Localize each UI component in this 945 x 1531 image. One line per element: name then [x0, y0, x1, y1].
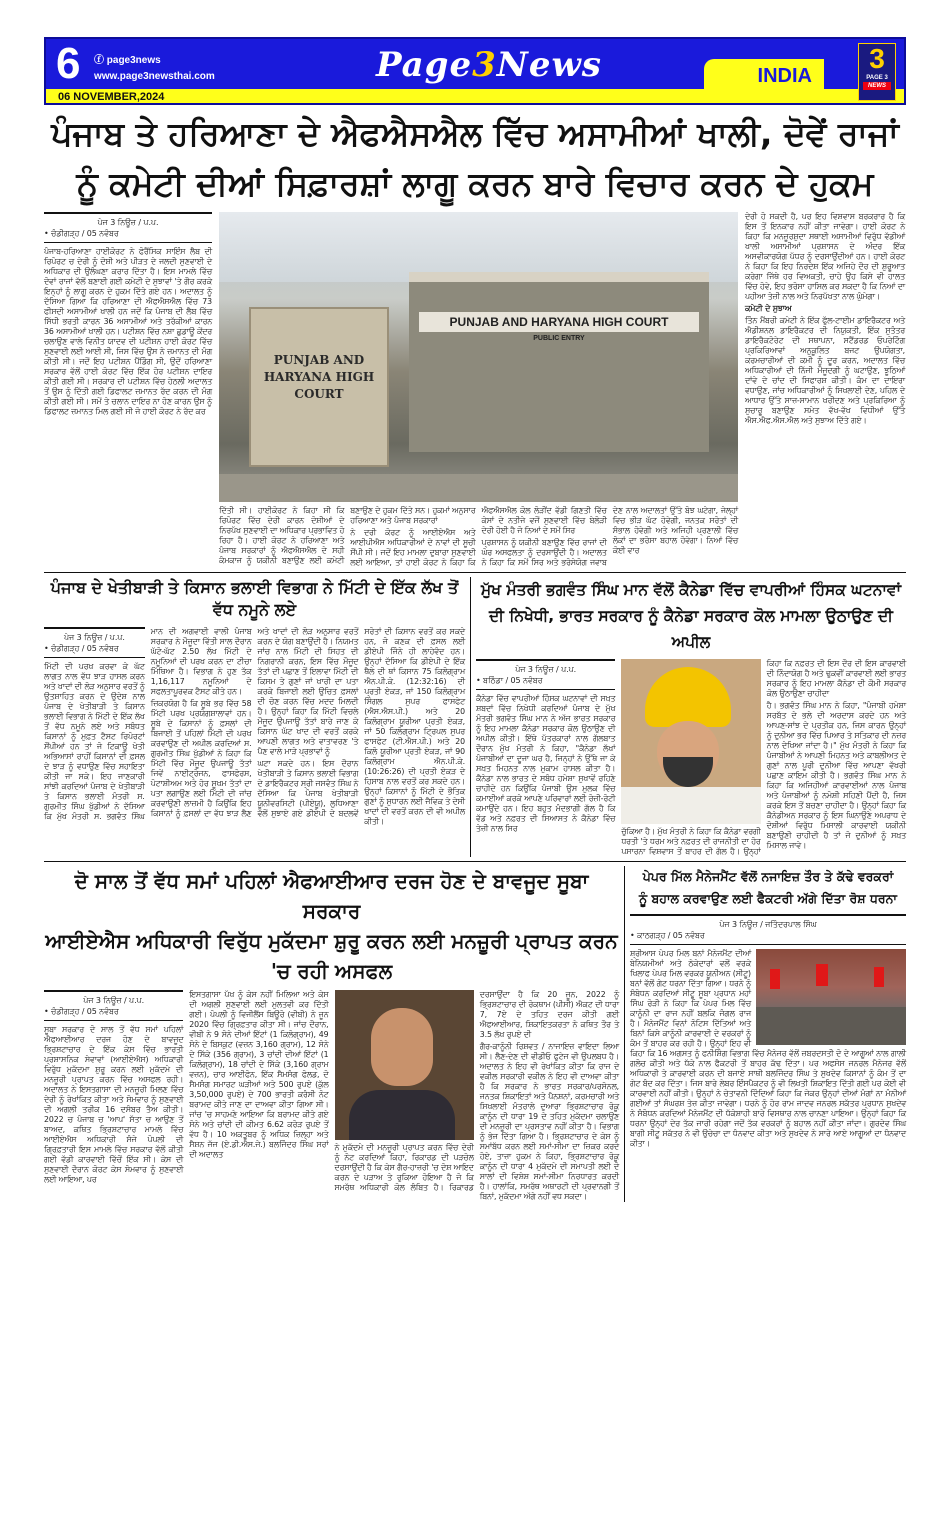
- story1-body: [44, 212, 906, 568]
- chief-minister-photo: [621, 659, 760, 824]
- social-links: [94, 53, 215, 85]
- story5-headline: ਪੇਪਰ ਮਿੱਲ ਮੈਨੇਜਮੈਂਟ ਵੱਲੋਂ ਨਜਾਇਜ਼ ਤੌਰ ਤੇ ਕੱਢੇ ਵਰਕਰਾਂ ਨੂੰ ਬਹਾਲ ਕਰਵਾਉਣ ਲਈ ਫੈਕਟਰੀ ਅੱਗੇ ਦਿੱਤਾ ਰੋਸ਼ ਧਰਨਾ: [639, 869, 897, 906]
- story2-col1: ਮਿੱਟੀ ਦੀ ਪਰਖ ਕਰਵਾ ਕੇ ਘੱਟ ਲਾਗਤ ਨਾਲ ਵੱਧ ਝਾੜ ਹਾਸਲ ਕਰਨ ਅਤੇ ਖਾਦਾਂ ਦੀ ਲੋੜ ਅਨੁਸਾਰ ਵਰਤੋਂ ਨੂੰ ਉਤਸ਼ਾਹਿਤ ਕਰਨ ਦੇ ਉਦੇਸ਼ ਨਾਲ ਪੰਜਾਬ ਦੇ ਖੇਤੀਬਾੜੀ ਤੇ ਕਿਸਾਨ ਭਲਾਈ ਵਿਭਾਗ ਨੇ ਮਿੱਟੀ ਦੇ ਇੱਕ ਲੱਖ ਤੋਂ ਵੱਧ ਨਮੂਨੇ ਲਏ ਅਤੇ ਸਬੰਧਤ ਕਿਸਾਨਾਂ ਨੂੰ ਮੁਫ਼ਤ ਟੈਸਟ ਰਿਪੋਰਟਾਂ ਸੌਂਪੀਆਂ ਹਨ ਤਾਂ ਜੋ ਟਿਕਾਊ ਖੇਤੀ ਅਭਿਆਸਾਂ ਰਾਹੀਂ ਕਿਸਾਨਾਂ ਦੀ ਫ਼ਸਲ ਦੇ ਝਾੜ ਨੂੰ ਵਧਾਉਣ ਵਿੱਚ ਸਹਾਇਤਾ ਕੀਤੀ ਜਾ ਸਕੇ। ਇਹ ਜਾਣਕਾਰੀ ਸਾਂਝੀ ਕਰਦਿਆਂ ਪੰਜਾਬ ਦੇ ਖੇਤੀਬਾੜੀ ਤੇ ਕਿਸਾਨ ਭਲਾਈ ਮੰਤਰੀ ਸ. ਗੁਰਮੀਤ ਸਿੰਘ ਖੁੱਡੀਆਂ ਨੇ ਦੱਸਿਆ ਕਿ ਮੁੱਖ ਮੰਤਰੀ ਸ. ਭਗਵੰਤ ਸਿੰਘ ਮਾਨ ਦੀ ਅਗਵਾਈ ਵਾਲੀ ਪੰਜਾਬ ਸਰਕਾਰ ਨੇ ਮੌਜੂਦਾ ਵਿੱਤੀ ਸਾਲ ਦੌਰਾਨ ਘੱਟੋ-ਘੱਟ 2.50 ਲੱਖ ਮਿੱਟੀ ਦੇ ਨਮੂਨਿਆਂ ਦੀ ਪਰਖ ਕਰਨ ਦਾ ਟੀਚਾ ਮਿੱਥਿਆ ਹੈ। ਵਿਭਾਗ ਨੇ ਹੁਣ ਤੱਕ 1,16,117 ਨਮੂਨਿਆਂ ਦੇ ਸਫਲਤਾਪੂਰਵਕ ਟੈਸਟ ਕੀਤੇ ਹਨ।: [44, 627, 252, 821]
- story5-col1: ਸ਼੍ਰੀਆਸ ਪੇਪਰ ਮਿਲ ਬਨਾਂ ਮੈਨੇਜਮੈਂਟ ਦੀਆਂ ਬੇਨਿਯਮੀਆਂ ਅਤੇ ਠੇਕੇਦਾਰਾਂ ਵਲੋਂ ਵਰਕੇ ਖਿਲਾਫ ਪੇਪਰ ਮਿਲ ਵਰਕਰ ਯੂਨੀਅਨ (ਸੀਟੂ) ਬਨਾਂ ਵੱਲੋਂ ਗੇਟ ਧਰਨਾ ਦਿੱਤਾ ਗਿਆ। ਧਰਨੇ ਨੂੰ ਸੰਬੋਧਨ ਕਰਦਿਆਂ ਸੀਟੂ ਸੂਬਾ ਪ੍ਰਧਾਨ ਮਹਾਂ ਸਿੰਘ ਰੋੜੀ ਨੇ ਕਿਹਾ ਕਿ ਪੇਪਰ ਮਿਲ ਵਿੱਚ ਕਾਨੂੰਨੀ ਦਾ ਰਾਜ ਨਹੀਂ ਬਲਕਿ ਜੰਗਲ ਰਾਜ ਹੈ। ਮੈਨੇਜਮੈਂਟ ਵਿਨਾਂ ਨੋਟਿਸ ਦਿੱਤਿਆਂ ਅਤੇ ਬਿਨਾਂ ਕਿਸੇ ਕਾਨੂੰਨੀ ਕਾਰਵਾਈ ਦੇ ਵਰਕਰਾਂ ਨੂੰ ਕੰਮ ਤੋਂ ਬਾਹਰ ਕਰ ਰਹੀ ਹੈ। ਉਨ੍ਹਾਂ ਇਹ ਵੀ ਕਿਹਾ ਕਿ 16 ਅਗਸਤ ਨੂੰ ਫਨੀਸ਼ਿੰਗ ਵਿਭਾਗ ਵਿੱਚ ਮੈਨੇਜਰ ਵੱਲੋਂ ਜ਼ਬਰਦਸਤੀ ਦੋ ਦੇ ਆਗੂਆਂ ਨਾਲ ਗਾਲੀ ਗਲੋਚ ਕੀਤੀ ਅਤੇ ਧੱਕੇ ਨਾਲ ਫੈਕਟਰੀ ਤੋਂ ਬਾਹਰ ਕੱਢ ਦਿੱਤਾ। ਪਰ ਅਫਸੋਸ ਜਨਰਲ ਮੈਨੇਜਰ ਵੱਲੋਂ ਅਧਿਕਾਰੀ ਤੇ ਕਾਰਵਾਈ ਕਰਨ ਦੀ ਬਜਾਏ ਸਾਥੀ ਬਲਜਿੰਦਰ ਸਿੰਘ ਤੇ ਸੁਖਦੇਵ ਕਿਸਾਨਾਂ ਨੂੰ ਕੰਮ ਤੋਂ ਦਾ ਗੇਟ ਬੰਦ ਕਰ ਦਿੱਤਾ। ਜਿਸ ਬਾਰੇ ਲੇਬਰ ਇੰਸਪੈਕਟਰ ਨੂੰ ਵੀ ਲਿਖਤੀ ਸ਼ਿਕਾਇਤ ਦਿੱਤੀ ਗਈ ਪਰ ਕੋਈ ਵੀ ਕਾਰਵਾਈ ਨਹੀਂ ਕੀਤੀ। ਉਨ੍ਹਾਂ ਨੇ ਚੇਤਾਵਨੀ ਦਿੰਦਿਆਂ ਕਿਹਾ ਕਿ ਜੇਕਰ ਉਨ੍ਹਾਂ ਦੀਆਂ ਮੰਗਾਂ ਨਾ ਮੰਨੀਆਂ ਗਈਆਂ ਤਾਂ ਸੰਘਰਸ਼ ਤੇਜ਼ ਕੀਤਾ ਜਾਵੇਗਾ। ਧਰਨੇ ਨੂੰ ਹੋਰ ਰਾਮ ਜਾਦਵ ਜਨਰਲ ਸਕੱਤਰ ਪ੍ਰਧਾਨ ਸੁਖਦੇਵ ਨੇ ਸੰਬੋਧਨ ਕਰਦਿਆਂ ਮੈਨੇਜਮੈਂਟ ਦੀ ਧੱਕੇਸ਼ਾਹੀ ਬਾਰੇ ਵਿਸਥਾਰ ਨਾਲ ਚਾਨਣਾ ਪਾਇਆ। ਉਨ੍ਹਾਂ ਕਿਹਾ ਕਿ ਧਰਨਾ ਉਨ੍ਹਾਂ ਦੇਰ ਤੱਕ ਜਾਰੀ ਰਹੇਗਾ ਜਦੋਂ ਤੱਕ ਵਰਕਰਾਂ ਨੂੰ ਬਹਾਲ ਨਹੀਂ ਕੀਤਾ ਜਾਂਦਾ। ਗੁਰਦੇਵ ਸਿੰਘ ਬਾਗੀ ਸੀਟੂ ਸਕੱਤਰ ਨੇ ਵੀ ਉਚੇਚਾ ਦਾ ਧੰਨਵਾਦ ਕੀਤਾ ਅਤੇ ਸੁਖਦੇਵ ਨੇ ਸਾਰੇ ਆਏ ਆਗੂਆਂ ਦਾ ਧੰਨਵਾਦ ਕੀਤਾ।: [630, 949, 906, 1148]
- byline: ਪੇਜ 3 ਨਿਊਜ਼ / ਪ.ਪ. • ਬਠਿੰਡਾ / 05 ਨਵੰਬਰ: [476, 659, 615, 690]
- issue-date: 06 NOVEMBER,2024: [58, 91, 165, 103]
- story3-col2: ਚੁੱਕਿਆ ਹੈ। ਮੁੱਖ ਮੰਤਰੀ ਨੇ ਕਿਹਾ ਕਿ ਕੈਨੇਡਾ ਵਰਗੀ ਧਰਤੀ 'ਤੇ ਧਰਮ ਅਤੇ ਨਫ਼ਰਤ ਦੀ ਰਾਜਨੀਤੀ ਦਾ ਹੋਰ ਪਸਾਰਨਾ ਵਿਸ਼ਵਾਸ ਤੋਂ ਬਾਹਰ ਦੀ ਗੱਲ ਹੈ। ਉਨ੍ਹਾਂ ਕਿਹਾ ਕਿ ਨਫ਼ਰਤ ਦੀ ਇਸ ਦੌਰ ਦੀ ਇਸ ਕਾਰਵਾਈ ਦੀ ਨਿੰਦਾਯੋਗ ਹੈ ਅਤੇ ਢੁਕਵੀਂ ਕਾਰਵਾਈ ਲਈ ਭਾਰਤ ਸਰਕਾਰ ਨੂੰ ਇਹ ਮਾਮਲਾ ਕੈਨੇਡਾ ਦੀ ਕੌਮੀ ਸਰਕਾਰ ਕੋਲ ਉਠਾਉਣਾ ਚਾਹੀਦਾ: [621, 659, 906, 856]
- byline: ਪੇਜ 3 ਨਿਊਜ਼ / ਪ.ਪ. • ਚੰਡੀਗੜ੍ਹ / 05 ਨਵੰਬਰ: [44, 212, 212, 243]
- story2-headline: ਪੰਜਾਬ ਦੇ ਖੇਤੀਬਾੜੀ ਤੇ ਕਿਸਾਨ ਭਲਾਈ ਵਿਭਾਗ ਨੇ ਮਿੱਟੀ ਦੇ ਇੱਕ ਲੱਖ ਤੋਂ ਵੱਧ ਨਮੂਨੇ ਲਏ: [50, 578, 459, 619]
- story1-headline: ਪੰਜਾਬ ਤੇ ਹਰਿਆਣਾ ਦੇ ਐਫਐਸਐਲ ਵਿੱਚ ਅਸਾਮੀਆਂ ਖਾਲੀ, ਦੋਵੇਂ ਰਾਜਾਂ ਨੂੰ ਕਮੇਟੀ ਦੀਆਂ ਸਿਫ਼ਾਰਸ਼ਾਂ ਲਾਗੂ ਕਰਨ ਬਾਰੇ ਵਿਚਾਰ ਕਰਨ ਦੇ ਹੁਕਮ: [51, 114, 899, 203]
- story5-body: [630, 914, 906, 1149]
- story1-col4: ਪ੍ਰਸ਼ਾਸਨ ਨੂੰ ਯਕੀਨੀ ਬਣਾਉਣ ਵਿੱਚ ਰਾਜਾਂ ਦੀ ਘੋਰ ਅਸਫਲਤਾ ਨੂੰ ਦਰਸਾਉਂਦੀ ਹੈ। ਅਦਾਲਤ ਨੇ ਕਿਹਾ ਕਿ ਸਮੇਂ ਸਿਰ ਅਤੇ ਭਰੋਸੇਯੋਗ ਜਵਾਬ ਦੇਣ ਨਾਲ ਅਦਾਲਤਾਂ ਉੱਤੇ ਬੋਝ ਘਟੇਗਾ, ਜੇਲ੍ਹਾਂ ਵਿਚ ਭੀੜ ਘੱਟ ਹੋਵੇਗੀ, ਜਨਤਕ ਸਰੋਤਾਂ ਦੀ ਸੰਭਾਲ ਹੋਵੇਗੀ ਅਤੇ ਅਜਿਹੀ ਪ੍ਰਣਾਲੀ ਵਿੱਚ ਲੋਕਾਂ ਦਾ ਭਰੋਸਾ ਬਹਾਲ ਹੋਵੇਗਾ। ਨਿਆਂ ਵਿੱਚ ਕੋਈ ਵਾਰ: [481, 506, 738, 567]
- logo: Page3News: [376, 45, 602, 85]
- story2: [44, 577, 465, 827]
- story3-col3: ਹੈ। ਭਗਵੰਤ ਸਿੰਘ ਮਾਨ ਨੇ ਕਿਹਾ, "ਪੰਜਾਬੀ ਹਮੇਸ਼ਾ ਸਰਬੱਤ ਦੇ ਭਲੇ ਦੀ ਅਰਦਾਸ ਕਰਦੇ ਹਨ ਅਤੇ ਆਪਣ-ਸਾਂਝ ਦੇ ਪ੍ਰਤੀਕ ਹਨ, ਜਿਸ ਕਾਰਨ ਉਨ੍ਹਾਂ ਨੂੰ ਦੁਨੀਆ ਭਰ ਵਿੱਚ ਪਿਆਰ ਤੇ ਸਤਿਕਾਰ ਦੀ ਨਜ਼ਰ ਨਾਲ ਦੇਖਿਆ ਜਾਂਦਾ ਹੈ।" ਮੁੱਖ ਮੰਤਰੀ ਨੇ ਕਿਹਾ ਕਿ ਪੰਜਾਬੀਆਂ ਨੇ ਆਪਣੀ ਮਿਹਨਤ ਅਤੇ ਕਾਬਲੀਅਤ ਦੇ ਗੁਣਾਂ ਨਾਲ ਪੂਰੀ ਦੁਨੀਆ ਵਿੱਚ ਆਪਣਾ ਵੱਖਰੀ ਪਛਾਣ ਕਾਇਮ ਕੀਤੀ ਹੈ। ਭਗਵੰਤ ਸਿੰਘ ਮਾਨ ਨੇ ਕਿਹਾ ਕਿ ਅਜਿਹੀਆਂ ਕਾਰਵਾਈਆਂ ਨਾਲ ਪੰਜਾਬ ਅਤੇ ਪੰਜਾਬੀਆਂ ਨੂੰ ਨਮੋਸ਼ੀ ਸਹਿਣੀ ਪੈਂਦੀ ਹੈ, ਜਿਸ ਕਰਕੇ ਇਸ ਤੋਂ ਬਚਣਾ ਚਾਹੀਦਾ ਹੈ। ਉਨ੍ਹਾਂ ਕਿਹਾ ਕਿ ਕੈਨੇਡੀਅਨ ਸਰਕਾਰ ਨੂੰ ਇਸ ਘਿਨਾਉਣੇ ਅਪਰਾਧ ਦੇ ਦੋਸ਼ੀਆਂ ਵਿਰੁੱਧ ਮਿਸਾਲੀ ਕਾਰਵਾਈ ਯਕੀਨੀ ਬਣਾਉਣੀ ਚਾਹੀਦੀ ਹੈ ਤਾਂ ਜੋ ਦੁਨੀਆਂ ਨੂੰ ਸਖ਼ਤ ਮਿਸਾਲ ਜਾਵੇ।: [766, 701, 906, 850]
- story3-col1: ਕੈਨੇਡਾ ਵਿੱਚ ਵਾਪਰੀਆਂ ਹਿੰਸਕ ਘਟਨਾਵਾਂ ਦੀ ਸਖ਼ਤ ਸ਼ਬਦਾਂ ਵਿੱਚ ਨਿਖੇਧੀ ਕਰਦਿਆਂ ਪੰਜਾਬ ਦੇ ਮੁੱਖ ਮੰਤਰੀ ਭਗਵੰਤ ਸਿੰਘ ਮਾਨ ਨੇ ਅੱਜ ਭਾਰਤ ਸਰਕਾਰ ਨੂੰ ਇਹ ਮਾਮਲਾ ਕੈਨੇਡਾ ਸਰਕਾਰ ਕੋਲ ਉਠਾਉਣ ਦੀ ਅਪੀਲ ਕੀਤੀ। ਇੱਥੇ ਪੱਤਰਕਾਰਾਂ ਨਾਲ ਗੱਲਬਾਤ ਦੌਰਾਨ ਮੁੱਖ ਮੰਤਰੀ ਨੇ ਕਿਹਾ, "ਕੈਨੇਡਾ ਲੱਖਾਂ ਪੰਜਾਬੀਆਂ ਦਾ ਦੂਜਾ ਘਰ ਹੈ, ਜਿਨ੍ਹਾਂ ਨੇ ਉੱਥੇ ਜਾ ਕੇ ਸਖ਼ਤ ਮਿਹਨਤ ਨਾਲ ਮੁਕਾਮ ਹਾਸਲ ਕੀਤਾ ਹੈ। ਕੈਨੇਡਾ ਨਾਲ ਭਾਰਤ ਦੇ ਸਬੰਧ ਹਮੇਸ਼ਾ ਸੁਖਾਵੇਂ ਰਹਿਣੇ ਚਾਹੀਦੇ ਹਨ ਕਿਉਂਕਿ ਪੰਜਾਬੀ ਉਸ ਮੁਲਕ ਵਿੱਚ ਕਮਾਈਆਂ ਕਰਕੇ ਆਪਣੇ ਪਰਿਵਾਰਾਂ ਲਈ ਰੋਜ਼ੀ-ਰੋਟੀ ਕਮਾਉਂਦੇ ਹਨ। ਇਹ ਬਹੁਤ ਮੰਦਭਾਗੀ ਗੱਲ ਹੈ ਕਿ ਵੱਡ ਅਤੇ ਨਫ਼ਰਤ ਦੀ ਸਿਆਸਤ ਨੇ ਕੈਨੇਡਾ ਵਿੱਚ ਤੇਜ਼ੀ ਨਾਲ ਸਿਰ: [476, 694, 616, 833]
- facebook-icon: ⓕ: [94, 55, 107, 66]
- story4-col3: ਨੇ ਮੁਕੱਦਮੇ ਦੀ ਮਨਜ਼ੂਰੀ ਪ੍ਰਾਪਤ ਕਰਨ ਵਿੱਚ ਦੇਰੀ ਨੂੰ ਨੋਟ ਕਰਦਿਆਂ ਕਿਹਾ, ਰਿਕਾਰਡ ਦੀ ਪੜਚੋਲ ਦਰਸਾਉਂਦੀ ਹੈ ਕਿ ਕੇਸ ਗੈਰ-ਹਾਜ਼ਰੀ 'ਚ ਦੋਸ਼ ਆਇਦ ਕਰਨ ਦੇ ਪੜਾਅ ਤੇ ਰੁਕਿਆ ਹੋਇਆ ਹੈ ਜੋ ਕਿ ਸਮਰੱਥ ਅਧਿਕਾਰੀ ਕੋਲ ਲੰਬਿਤ ਹੈ। ਰਿਕਾਰਡ ਦਰਸਾਉਂਦਾ ਹੈ ਕਿ 20 ਜੂਨ, 2022 ਨੂੰ ਭ੍ਰਿਸ਼ਟਾਚਾਰ ਦੀ ਰੋਕਥਾਮ (ਪੀਸੀ) ਐਕਟ ਦੀ ਧਾਰਾ 7, 7ਏ ਦੇ ਤਹਿਤ ਦਰਜ ਕੀਤੀ ਗਈ ਐਫਆਈਆਰ, ਸ਼ਿਕਾਇਤਕਰਤਾ ਨੇ ਕਥਿਤ ਤੌਰ ਤੇ 3.5 ਲੱਖ ਰੁਪਏ ਦੀ: [334, 990, 619, 1192]
- byline: ਪੇਜ 3 ਨਿਊਜ਼ / ਪ.ਪ. • ਚੰਡੀਗੜ੍ਹ / 05 ਨਵੰਬਰ: [44, 627, 145, 658]
- story4-col1: ਸੂਬਾ ਸਰਕਾਰ ਦੋ ਸਾਲ ਤੋਂ ਵੱਧ ਸਮਾਂ ਪਹਿਲਾਂ ਐਫਆਈਆਰ ਦਰਜ ਹੋਣ ਦੇ ਬਾਵਜੂਦ ਭ੍ਰਿਸ਼ਟਾਚਾਰ ਦੇ ਇੱਕ ਕੇਸ ਵਿੱਚ ਭਾਰਤੀ ਪ੍ਰਸ਼ਾਸਨਿਕ ਸੇਵਾਵਾਂ (ਆਈਏਐਸ) ਅਧਿਕਾਰੀ ਵਿਰੁੱਧ ਮੁਕੱਦਮਾ ਸ਼ੁਰੂ ਕਰਨ ਲਈ ਮੁਕੱਦਮੇ ਦੀ ਮਨਜ਼ੂਰੀ ਪ੍ਰਾਪਤ ਕਰਨ ਵਿੱਚ ਅਸਫਲ ਰਹੀ। ਅਦਾਲਤ ਨੇ ਇਸਤਗਾਸਾ ਦੀ ਮਨਜ਼ੂਰੀ ਮਿਲਣ ਵਿੱਚ ਦੇਰੀ ਨੂੰ ਰੇਖਾਂਕਿਤ ਕੀਤਾ ਅਤੇ ਸੋਮਵਾਰ ਨੂੰ ਸੁਣਵਾਈ ਦੀ ਅਗਲੀ ਤਰੀਕ 16 ਦਸੰਬਰ ਤੈਅ ਕੀਤੀ। 2022 ਚ ਪੰਜਾਬ ਚ 'ਆਪ' ਸੱਤਾ ਚ ਆਉਣ ਤੋਂ ਬਾਅਦ, ਕਥਿਤ ਭ੍ਰਿਸ਼ਟਾਚਾਰ ਮਾਮਲੇ ਵਿੱਚ ਆਈਏਐਸ ਅਧਿਕਾਰੀ ਸੰਜੇ ਪੋਪਲੀ ਦੀ ਗ੍ਰਿਫ਼ਤਾਰੀ ਇਸ ਮਾਮਲੇ ਵਿੱਚ ਸਰਕਾਰ ਵੱਲੋਂ ਕੀਤੀ ਗਈ ਵੱਡੀ ਕਾਰਵਾਈ ਵਿੱਚੋਂ ਇੱਕ ਸੀ। ਕੇਸ ਦੀ ਸੁਣਵਾਈ ਦੌਰਾਨ ਕੋਰਟ ਕੇਸ ਸੋਮਵਾਰ ਨੂੰ ਸੁਣਵਾਈ ਲਈ ਆਇਆ, ਪਰ: [44, 1025, 184, 1184]
- edition-label: INDIA: [757, 65, 812, 87]
- byline: ਪੇਜ 3 ਨਿਊਜ਼ / ਪ.ਪ. • ਚੰਡੀਗੜ੍ਹ / 05 ਨਵੰਬਰ: [44, 990, 183, 1021]
- story1-col5: ਦੇਰੀ ਹੋ ਸਕਦੀ ਹੈ, ਪਰ ਇਹ ਵਿਸ਼ਵਾਸ ਬਰਕਰਾਰ ਹੈ ਕਿ ਇਸ ਤੋਂ ਇਨਕਾਰ ਨਹੀਂ ਕੀਤਾ ਜਾਵੇਗਾ। ਹਾਈ ਕੋਰਟ ਨੇ ਕਿਹਾ ਕਿ ਮਨਜ਼ੂਰਸ਼ੁਦਾ ਸਥਾਈ ਅਸਾਮੀਆਂ ਵਿਰੁੱਧ ਵੱਡੀਆਂ ਖਾਲੀ ਅਸਾਮੀਆਂ ਪ੍ਰਸ਼ਾਸਨ ਦੇ ਅੰਦਰ ਇੱਕ ਅਸਵੀਕਾਰਯੋਗ ਪੱਧਰ ਨੂੰ ਦਰਸਾਉਂਦੀਆਂ ਹਨ। ਹਾਈ ਕੋਰਟ ਨੇ ਕਿਹਾ ਕਿ ਇਹ ਨਿਰਦੇਸ਼ ਇੱਕ ਅਜਿਹੇ ਦੌਰ ਦੀ ਸ਼ੁਰੂਆਤ ਕਰੇਗਾ ਜਿੱਥੇ ਹਰ ਵਿਅਕਤੀ, ਚਾਹੇ ਉਹ ਕਿਸੇ ਵੀ ਹਾਲਤ ਵਿੱਚ ਹੋਵੇ, ਇਹ ਭਰੋਸਾ ਹਾਸਿਲ ਕਰ ਸਕਦਾ ਹੈ ਕਿ ਨਿਆਂ ਦਾ ਪਹੀਆ ਤੇਜ਼ੀ ਨਾਲ ਅਤੇ ਨਿਰਪੱਖਤਾ ਨਾਲ ਘੁੰਮੇਗਾ। ਕਮੇਟੀ ਦੇ ਸੁਝਾਅ ਤਿੰਨ ਮੈਂਬਰੀ ਕਮੇਟੀ ਨੇ ਇੱਕ ਫੁੱਲ-ਟਾਈਮ ਡਾਇਰੈਕਟਰ ਅਤੇ ਐਡੀਸ਼ਨਲ ਡਾਇਰੈਕਟਰ ਦੀ ਨਿਯੁਕਤੀ, ਇੱਕ ਸੁਤੰਤਰ ਡਾਇਰੈਕਟੋਰੇਟ ਦੀ ਸਥਾਪਨਾ, ਸਟੈਂਡਰਡ ਓਪਰੇਟਿੰਗ ਪ੍ਰਕਿਰਿਆਵਾਂ ਅਨੁਕੂਲਿਤ ਬਜਟ ਉਪਯੋਗਤਾ, ਕਰਮਚਾਰੀਆਂ ਦੀ ਕਮੀ ਨੂੰ ਦੂਰ ਕਰਨ, ਅਦਾਲਤ ਵਿੱਚ ਅਧਿਕਾਰੀਆਂ ਦੀ ਨਿੱਜੀ ਮੌਜੂਦਗੀ ਨੂੰ ਘਟਾਉਣ, ਝੂਠਿਆਂ ਦਾਂਵੇ ਦੇ ਚਾਂਦ ਦੀ ਸਿਫਾਰਸ਼ ਕੀਤੀ। ਕੰਮ ਦਾ ਦਾਇਰਾ ਵਧਾਉਣ, ਜਾਂਚ ਅਧਿਕਾਰੀਆਂ ਨੂੰ ਸਿਖਲਾਈ ਦੇਣ, ਪਹਿਲ ਦੇ ਆਧਾਰ ਉੱਤੇ ਸਾਜ਼-ਸਾਮਾਨ ਖਰੀਦਣ ਅਤੇ ਪ੍ਰਕਿਰਿਆ ਨੂੰ ਸੁਚਾਰੂ ਬਣਾਉਣ ਸਮੇਤ ਵੱਖ-ਵੱਖ ਵਿਧੀਆਂ ਉੱਤੇ ਐਸ.ਐਫ.ਐਸ.ਐਲ ਅਤੇ ਸੁਝਾਅ ਦਿੱਤੇ ਗਏ।: [745, 212, 905, 425]
- page-number: 6: [56, 39, 81, 88]
- high-court-photo: PUNJAB AND HARYANA HIGH COURT PUBLIC ENTRY PUNJAB AND HARYANA HIGH COURT: [219, 212, 738, 502]
- ias-officer-photo: [335, 990, 474, 1140]
- story1-col2: ਦਿੱਤੀ ਸੀ। ਹਾਈਕੋਰਟ ਨੇ ਕਿਹਾ ਸੀ ਕਿ ਰਿਪੋਰਟ ਵਿੱਚ ਦੇਰੀ ਕਾਰਨ ਦੋਸ਼ੀਆਂ ਦੇ ਨਿਰਪੱਖ ਸੁਣਵਾਈ ਦਾ ਅਧਿਕਾਰ ਪ੍ਰਭਾਵਿਤ ਹੋ ਰਿਹਾ ਹੈ। ਹਾਈ ਕੋਰਟ ਨੇ ਹਰਿਆਣਾ ਅਤੇ ਪੰਜਾਬ ਸਰਕਾਰਾਂ ਨੂੰ ਐਫਐਸਐਲ ਦੇ ਸਹੀ ਕੰਮਕਾਜ ਨੂੰ ਯਕੀਨੀ ਬਣਾਉਣ ਲਈ ਕਮੇਟੀ ਬਣਾਉਣ ਦੇ ਹੁਕਮ ਦਿੱਤੇ ਸਨ। ਹੁਕਮਾਂ ਅਨੁਸਾਰ ਹਰਿਆਣਾ ਅਤੇ ਪੰਜਾਬ ਸਰਕਾਰਾਂ: [219, 506, 476, 565]
- story1-col1: ਪੇਜ 3 ਨਿਊਜ਼ / ਪ.ਪ. • ਚੰਡੀਗੜ੍ਹ / 05 ਨਵੰਬਰ ਪੰਜਾਬ-ਹਰਿਆਣਾ ਹਾਈਕੋਰਟ ਨੇ ਫੋਰੈਂਸਿਕ ਸਾਇੰਸ ਲੈਬ ਦੀ ਰਿਪੋਰਟ ਚ ਦੇਰੀ ਨੂੰ ਦੋਸ਼ੀ ਅਤੇ ਪੀੜਤ ਦੇ ਜਲਦੀ ਸੁਣਵਾਈ ਦੇ ਅਧਿਕਾਰ ਦੀ ਉਲੰਘਣਾ ਕਰਾਰ ਦਿੱਤਾ ਹੈ। ਇਸ ਮਾਮਲੇ ਵਿੱਚ ਦੋਵਾਂ ਰਾਜਾਂ ਵੱਲੋਂ ਬਣਾਈ ਗਈ ਕਮੇਟੀ ਦੇ ਸੁਝਾਵਾਂ 'ਤੇ ਗੌਰ ਕਰਕੇ ਇਨ੍ਹਾਂ ਨੂੰ ਲਾਗੂ ਕਰਨ ਦੇ ਹੁਕਮ ਦਿੱਤੇ ਗਏ ਹਨ। ਅਦਾਲਤ ਨੂੰ ਦੱਸਿਆ ਗਿਆ ਕਿ ਹਰਿਆਣਾ ਦੀ ਐਫਐਸਐਲ ਵਿੱਚ 73 ਫੀਸਦੀ ਅਸਾਮੀਆਂ ਖਾਲੀ ਹਨ ਜਦੋਂ ਕਿ ਪੰਜਾਬ ਦੀ ਲੈਬ ਵਿੱਚ ਸਿੱਧੀ ਭਰਤੀ ਕਾਰਨ 36 ਅਸਾਮੀਆਂ ਅਤੇ ਤਰੱਕੀਆਂ ਕਾਰਨ 36 ਅਸਾਮੀਆਂ ਖਾਲੀ ਹਨ। ਪਟੀਸ਼ਨ ਵਿੱਚ ਨਸ਼ਾ ਛੁਡਾਊ ਕੇਂਦਰ ਚਲਾਉਣ ਵਾਲੇ ਵਿਨੀਤ ਯਾਦਵ ਦੀ ਪਟੀਸ਼ਨ ਹਾਈ ਕੋਰਟ ਵਿੱਚ ਸੁਣਵਾਈ ਲਈ ਆਈ ਸੀ, ਜਿਸ ਵਿੱਚ ਉਸ ਨੇ ਜ਼ਮਾਨਤ ਦੀ ਮੰਗ ਕੀਤੀ ਸੀ। ਜਦੋਂ ਇਹ ਪਟੀਸ਼ਨ ਪੈਂਡਿੰਗ ਸੀ, ਉਦੋਂ ਹਰਿਆਣਾ ਸਰਕਾਰ ਵੱਲੋਂ ਹਾਈ ਕੋਰਟ ਵਿੱਚ ਇੱਕ ਹੋਰ ਪਟੀਸ਼ਨ ਦਾਇਰ ਕੀਤੀ ਗਈ ਸੀ। ਸਰਕਾਰ ਦੀ ਪਟੀਸ਼ਨ ਵਿੱਚ ਹੇਠਲੀ ਅਦਾਲਤ ਤੋਂ ਉਸ ਨੂੰ ਦਿੱਤੀ ਗਈ ਡਿਫਾਲਟ ਜ਼ਮਾਨਤ ਰੱਦ ਕਰਨ ਦੀ ਮੰਗ ਕੀਤੀ ਗਈ ਸੀ। ਸਮੇਂ ਤੇ ਚਲਾਨ ਦਾਇਰ ਨਾ ਹੋਣ ਕਾਰਨ ਉਸ ਨੂੰ ਡਿਫਾਲਟ ਜ਼ਮਾਨਤ ਮਿਲ ਗਈ ਸੀ ਜੋ ਹਾਈ ਕੋਰਟ ਨੇ ਰੱਦ ਕਰ: [44, 212, 212, 419]
- story4-body: [44, 990, 619, 1202]
- story1-col3: ਨੇ ਦਰੀ ਕੋਰਟ ਨੂੰ ਆਈਏਐਸ ਅਤੇ ਆਈਪੀਐਸ ਅਧਿਕਾਰੀਆਂ ਦੇ ਨਾਵਾਂ ਦੀ ਸੂਚੀ ਸੌਂਪੀ ਸੀ। ਜਦੋਂ ਇਹ ਮਾਮਲਾ ਦੁਬਾਰਾ ਸੁਣਵਾਈ ਲਈ ਆਇਆ, ਤਾਂ ਹਾਈ ਕੋਰਟ ਨੇ ਕਿਹਾ ਕਿ ਐਫਐਸਐਲ ਕੋਲ ਲੋੜੀਂਦ ਵੱਡੀ ਗਿਣਤੀ ਵਿੱਚ ਕੇਸਾਂ ਦੇ ਨਤੀਜੇ ਵਜੋਂ ਸੁਣਵਾਈ ਵਿੱਚ ਬੇਲੋੜੀ ਦੇਰੀ ਹੋਈ ਹੈ ਜੋ ਨਿਆਂ ਦੇ ਸਮੇਂ ਸਿਰ: [350, 506, 607, 567]
- social-handle[interactable]: page3news: [106, 55, 161, 66]
- story4: [44, 866, 619, 1202]
- story4-col4: ਗੈਰ-ਕਾਨੂੰਨੀ ਰਿਸ਼ਵਤ / ਨਾਜਾਇਜ਼ ਵਾਇਦਾ ਲਿਆ ਸੀ। ਲੈਣ-ਦੇਣ ਦੀ ਵੀਡੀਓ ਫੁਟੇਜ ਵੀ ਉਪਲਬਧ ਹੈ। ਅਦਾਲਤ ਨੇ ਇਹ ਵੀ ਰੇਖਾਂਕਿਤ ਕੀਤਾ ਕਿ ਰਾਜ ਦੇ ਵਕੀਲ ਸਰਕਾਰੀ ਵਕੀਲ ਨੇ ਇਹ ਵੀ ਦਾਅਵਾ ਕੀਤਾ ਹੈ ਕਿ ਸਰਕਾਰ ਨੇ ਭਾਰਤ ਸਰਕਾਰ/ਪਰਸੋਨਲ, ਜਨਤਕ ਸ਼ਿਕਾਇਤਾਂ ਅਤੇ ਪੈਨਸ਼ਨਾਂ, ਕਰਮਚਾਰੀ ਅਤੇ ਸਿਖਲਾਈ ਮੰਤਰਾਲੇ ਦੁਆਰਾ ਭ੍ਰਿਸ਼ਟਾਚਾਰ ਰੋਕੂ ਕਾਨੂੰਨ ਦੀ ਧਾਰਾ 19 ਦੇ ਤਹਿਤ ਮੁਕੱਦਮਾ ਚਲਾਉਣ ਦੀ ਮਨਜ਼ੂਰੀ ਦਾ ਪ੍ਰਸਤਾਵ ਨਹੀਂ ਕੀਤਾ ਹੈ। ਵਿਭਾਗ ਨੂੰ ਭੇਜ ਦਿੱਤਾ ਗਿਆ ਹੈ। ਭ੍ਰਿਸ਼ਟਾਚਾਰ ਦੇ ਕੇਸ ਨੂੰ ਸਮਾਂਬੱਧ ਕਰਨ ਲਈ ਸਮਾਂ-ਸੀਮਾ ਦਾ ਜ਼ਿਕਰ ਕਰਦੇ ਹੋਏ, ਤਾਜ਼ਾ ਹੁਕਮ ਨੇ ਕਿਹਾ, ਭ੍ਰਿਸ਼ਟਾਚਾਰ ਰੋਕੂ ਕਾਨੂੰਨ ਦੀ ਧਾਰਾ 4 ਮੁਕੱਦਮੇ ਦੀ ਸਮਾਪਤੀ ਲਈ ਦੋ ਸਾਲਾਂ ਦੀ ਵਿਸ਼ੇਸ਼ ਸਮਾਂ-ਸੀਮਾ ਨਿਰਧਾਰਤ ਕਰਦੀ ਹੈ। ਹਾਲਾਂਕਿ, ਸਮਰੱਥ ਅਥਾਰਟੀ ਦੀ ਪ੍ਰਵਾਨਗੀ ਤੋਂ ਬਿਨਾਂ, ਮੁਕੱਦਮਾ ਅੱਗੇ ਨਹੀਂ ਵਧ ਸਕਦਾ।: [479, 1042, 619, 1201]
- story2-body: [44, 627, 465, 827]
- website-link[interactable]: www.page3newsthai.com: [94, 71, 215, 82]
- story4-headline: ਦੋ ਸਾਲ ਤੋਂ ਵੱਧ ਸਮਾਂ ਪਹਿਲਾਂ ਐਫਆਈਆਰ ਦਰਜ ਹੋਣ ਦੇ ਬਾਵਜੂਦ ਸੂਬਾ ਸਰਕਾਰ ਆਈਏਐਸ ਅਧਿਕਾਰੀ ਵਿਰੁੱਧ ਮੁਕੱਦਮਾ ਸ਼ੁਰੂ ਕਰਨ ਲਈ ਮਨਜ਼ੂਰੀ ਪ੍ਰਾਪਤ ਕਰਨ 'ਚ ਰਹੀ ਅਸਫਲ: [45, 869, 618, 983]
- brand-badge: 3 PAGE 3 NEWS: [858, 43, 896, 101]
- story5: [630, 866, 906, 1151]
- story3-body: [476, 659, 906, 857]
- story3-headline: ਮੁੱਖ ਮੰਤਰੀ ਭਗਵੰਤ ਸਿੰਘ ਮਾਨ ਵੱਲੋਂ ਕੈਨੇਡਾ ਵਿੱਚ ਵਾਪਰੀਆਂ ਹਿੰਸਕ ਘਟਨਾਵਾਂ ਦੀ ਨਿਖੇਧੀ, ਭਾਰਤ ਸਰਕਾਰ ਨੂੰ ਕੈਨੇਡਾ ਸਰਕਾਰ ਕੋਲ ਮਾਮਲਾ ਉਠਾਉਣ ਦੀ ਅਪੀਲ: [481, 581, 901, 651]
- story5-byline: ਪੇਜ 3 ਨਿਊਜ਼ / ਜਤਿੰਦਰਪਾਲ ਸਿੰਘ • ਕਾਠਗੜ੍ਹ / 05 ਨਵੰਬਰ: [630, 914, 906, 945]
- masthead: [44, 37, 906, 105]
- protest-photo: [756, 949, 906, 1045]
- story2-col3: ਘਟਾ ਸਕਦੇ ਹਨ। ਇਸ ਦੌਰਾਨ ਖੇਤੀਬਾੜੀ ਤੇ ਕਿਸਾਨ ਭਲਾਈ ਵਿਭਾਗ ਦੇ ਡਾਇਰੈਕਟਰ ਸ੍ਰੀ ਜਸਵੰਤ ਸਿੰਘ ਨੇ ਦੱਸਿਆ ਕਿ ਪੰਜਾਬ ਖੇਤੀਬਾੜੀ ਯੂਨੀਵਰਸਿਟੀ (ਪੀਏਯੂ), ਲੁਧਿਆਣਾ ਵੱਲੋਂ ਸੁਝਾਏ ਗਏ ਡੀਏਪੀ ਦੇ ਬਦਲਵੇਂ ਸਰੋਤਾਂ ਦੀ ਕਿਸਾਨ ਵਰਤੋਂ ਕਰ ਸਕਦੇ ਹਨ, ਜੋ ਕਣਕ ਦੀ ਫ਼ਸਲ ਲਈ ਡੀਏਪੀ ਜਿੰਨੇ ਹੀ ਲਾਹੇਵੰਦ ਹਨ। ਉਨ੍ਹਾਂ ਦੱਸਿਆ ਕਿ ਡੀਏਪੀ ਦੇ ਇੱਕ ਥੈਲੇ ਦੀ ਥਾਂ ਕਿਸਾਨ 75 ਕਿਲੋਗ੍ਰਾਮ ਐਨ.ਪੀ.ਕੇ. (12:32:16) ਦੀ ਪ੍ਰਤੀ ਏਕੜ, ਜਾਂ 150 ਕਿਲੋਗ੍ਰਾਮ ਸਿੰਗਲ ਸੁਪਰ ਫਾਸਫੇਟ (ਐਸ.ਐਸ.ਪੀ.) ਅਤੇ 20 ਕਿਲੋਗ੍ਰਾਮ ਯੂਰੀਆ ਪ੍ਰਤੀ ਏਕੜ, ਜਾਂ 50 ਕਿਲੋਗ੍ਰਾਮ ਟ੍ਰਿਪਲ ਸੁਪਰ ਫਾਸਫੇਟ (ਟੀ.ਐਸ.ਪੀ.) ਅਤੇ 20 ਕਿਲੋ ਯੂਰੀਆ ਪ੍ਰਤੀ ਏਕੜ, ਜਾਂ 90 ਕਿਲੋਗ੍ਰਾਮ ਐਨ.ਪੀ.ਕੇ. (10:26:26) ਦੀ ਪ੍ਰਤੀ ਏਕੜ ਦੇ ਹਿਸਾਬ ਨਾਲ ਵਰਤੋਂ ਕਰ ਸਕਦੇ ਹਨ। ਉਨ੍ਹਾਂ ਕਿਸਾਨਾਂ ਨੂੰ ਮਿੱਟੀ ਦੇ ਭੌਤਿਕ ਗੁਣਾਂ ਨੂੰ ਸੁਧਾਰਨ ਲਈ ਜੈਵਿਕ ਤੇ ਦੇਸੀ ਖਾਦਾਂ ਦੀ ਵਰਤੋਂ ਕਰਨ ਦੀ ਵੀ ਅਪੀਲ ਕੀਤੀ।: [257, 627, 465, 826]
- subheading: ਕਮੇਟੀ ਦੇ ਸੁਝਾਅ: [745, 304, 792, 313]
- story1-middle-text: [219, 506, 738, 568]
- story3: [476, 577, 906, 857]
- story2-col2: ਜ਼ਿਕਰਯੋਗ ਹੈ ਕਿ ਸੂਬੇ ਭਰ ਵਿੱਚ 58 ਮਿੱਟੀ ਪਰਖ ਪ੍ਰਯੋਗਸ਼ਾਲਾਵਾਂ ਹਨ। ਸੂਬੇ ਦੇ ਕਿਸਾਨਾਂ ਨੂੰ ਫ਼ਸਲਾਂ ਦੀ ਬਿਜਾਈ ਤੋਂ ਪਹਿਲਾਂ ਮਿੱਟੀ ਦੀ ਪਰਖ ਕਰਵਾਉਣ ਦੀ ਅਪੀਲ ਕਰਦਿਆਂ ਸ. ਗੁਰਮੀਤ ਸਿੰਘ ਖੁੱਡੀਆਂ ਨੇ ਕਿਹਾ ਕਿ ਮਿੱਟੀ ਵਿੱਚ ਮੌਜੂਦ ਉਪਜਾਊ ਤੱਤਾਂ ਜਿਵੇਂ ਨਾਈਟ੍ਰੋਜਨ, ਫਾਸਫੋਰਸ, ਪੋਟਾਸ਼ੀਅਮ ਅਤੇ ਹੋਰ ਸੂਖਮ ਤੱਤਾਂ ਦਾ ਪਤਾ ਲਗਾਉਣ ਲਈ ਮਿੱਟੀ ਦੀ ਜਾਂਚ ਕਰਵਾਉਣੀ ਲਾਜ਼ਮੀ ਹੈ ਕਿਉਂਕਿ ਇਹ ਕਿਸਾਨਾਂ ਨੂੰ ਫ਼ਸਲਾਂ ਦਾ ਵੱਧ ਝਾੜ ਲੈਣ ਅਤੇ ਖਾਦਾਂ ਦੀ ਲੋੜ ਅਨੁਸਾਰ ਵਰਤੋਂ ਕਰਨ ਦੇ ਯੋਗ ਬਣਾਉਂਦੀ ਹੈ। ਨਿਯਮਤ ਜਾਂਚ ਨਾਲ ਮਿੱਟੀ ਦੀ ਸਿਹਤ ਦੀ ਨਿਗਰਾਨੀ ਕਰਨ, ਇਸ ਵਿੱਚ ਮੌਜੂਦ ਤੱਤਾਂ ਦੀ ਪਛਾਣ ਤੋਂ ਇਲਾਵਾ ਮਿੱਟੀ ਦੀ ਕਿਸਮ ਤੇ ਗੁਣਾਂ ਜਾਂ ਖਾਰੀ ਦਾ ਪਤਾ ਕਰਕੇ ਬਿਜਾਈ ਲਈ ਉਚਿਤ ਫ਼ਸਲਾਂ ਦੀ ਚੋਣ ਕਰਨ ਵਿੱਚ ਮਦਦ ਮਿਲਦੀ ਹੈ। ਉਨ੍ਹਾਂ ਕਿਹਾ ਕਿ ਮਿੱਟੀ ਵਿਚਲੇ ਮੌਜੂਦ ਉਪਜਾਊ ਤੱਤਾਂ ਬਾਰੇ ਜਾਣ ਕੇ ਕਿਸਾਨ ਘੱਟ ਖਾਦ ਦੀ ਵਰਤੋਂ ਕਰਕੇ ਆਪਣੀ ਲਾਗਤ ਅਤੇ ਵਾਤਾਵਰਣ 'ਤੇ ਪੈਣ ਵਾਲੇ ਮਾੜੇ ਪ੍ਰਭਾਵਾਂ ਨੂੰ: [150, 627, 359, 818]
- story4-col2: ਇਸਤਗਾਸਾ ਪੱਖ ਨੂੰ ਕੇਸ ਨਹੀਂ ਮਿਲਿਆ ਅਤੇ ਕੇਸ ਦੀ ਅਗਲੀ ਸੁਣਵਾਈ ਲਈ ਮੁਲਤਵੀ ਕਰ ਦਿੱਤੀ ਗਈ। ਪੋਪਲੀ ਨੂੰ ਵਿਜੀਲੈਂਸ ਬਿਊਰੋ (ਵੀਬੀ) ਨੇ ਜੂਨ 2020 ਵਿੱਚ ਗ੍ਰਿਫ਼ਤਾਰ ਕੀਤਾ ਸੀ। ਜਾਂਚ ਦੌਰਾਨ, ਵੀਬੀ ਨੇ 9 ਸੋਨੇ ਦੀਆਂ ਇੱਟਾਂ (1 ਕਿਲੋਗ੍ਰਾਮ), 49 ਸੋਨੇ ਦੇ ਬਿਸਕੁਟ (ਵਜ਼ਨ 3,160 ਗ੍ਰਾਮ), 12 ਸੋਨੇ ਦੇ ਸਿੱਕੇ (356 ਗ੍ਰਾਮ), 3 ਚਾਂਦੀ ਦੀਆਂ ਇੱਟਾਂ (1 ਕਿਲੋਗ੍ਰਾਮ), 18 ਚਾਂਦੀ ਦੇ ਸਿੱਕੇ (3,160 ਗ੍ਰਾਮ ਵਜ਼ਨ), ਚਾਰ ਆਈਫੋਨ, ਇੱਕ ਸੈਮਸੰਗ ਫੋਲਡ, ਦੋ ਸੈਮਸੰਗ ਸਮਾਰਟ ਘੜੀਆਂ ਅਤੇ 500 ਰੁਪਏ (ਕੁੱਲ 3,50,000 ਰੁਪਏ) ਦੇ 700 ਭਾਰਤੀ ਕਰੰਸੀ ਨੋਟ ਬਰਾਮਦ ਕੀਤੇ ਜਾਣ ਦਾ ਦਾਅਵਾ ਕੀਤਾ ਗਿਆ ਸੀ। ਜਾਂਚ 'ਚ ਸਾਹਮਣੇ ਆਇਆ ਕਿ ਬਰਾਮਦ ਕੀਤੇ ਗਏ ਸੋਨੇ ਅਤੇ ਚਾਂਦੀ ਦੀ ਕੀਮਤ 6.62 ਕਰੋੜ ਰੁਪਏ ਤੋਂ ਵੱਧ ਹੈ। 10 ਅਕਤੂਬਰ ਨੂੰ ਅਧਿਕ ਜ਼ਿਲ੍ਹਾ ਅਤੇ ਸੈਸ਼ਨ ਜੱਜ (ਏ.ਡੀ.ਐਸ.ਜੇ.) ਬਲਜਿੰਦਰ ਸਿੰਘ ਸਰਾਂ ਦੀ ਅਦਾਲਤ: [189, 990, 329, 1159]
